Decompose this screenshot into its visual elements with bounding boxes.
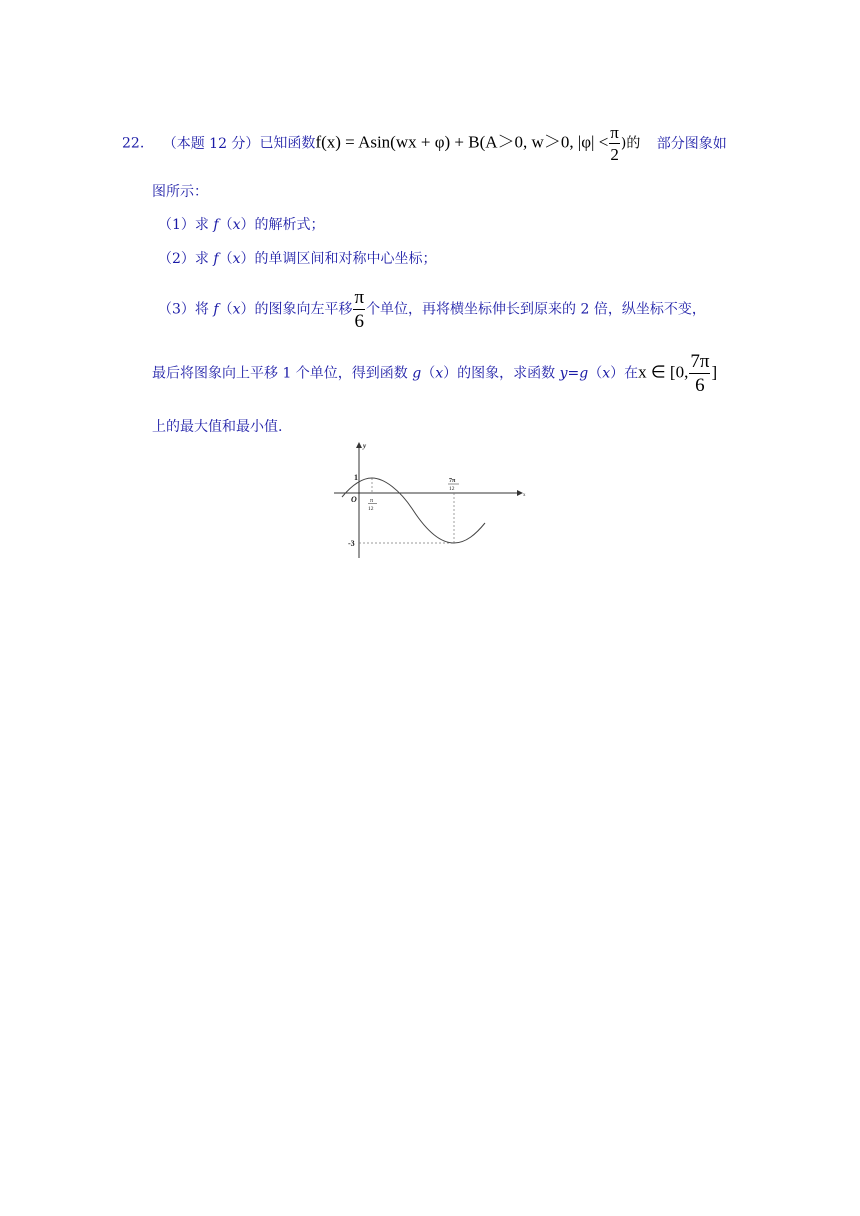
shift-fraction-den: 6	[354, 311, 365, 332]
question-3-line-3	[152, 416, 282, 436]
q1-x: x	[232, 217, 241, 233]
q3-f: f	[213, 301, 219, 318]
shift-fraction-num: π	[354, 287, 365, 308]
interval-start: x ∈ [0,	[638, 362, 689, 382]
x-tick-2-den: 12	[449, 486, 455, 492]
interval-fraction-num: 7π	[690, 351, 710, 372]
formula-close: )的	[620, 135, 641, 152]
interval-fraction	[689, 352, 710, 395]
q3-continue-text: 个单位，再将横坐标伸长到原来的 2 倍，纵坐标不变，	[366, 301, 706, 318]
y-axis-label: y	[363, 442, 367, 450]
q1-prefix: （1）求	[158, 217, 209, 233]
q3-paren-open: （	[218, 301, 233, 318]
problem-lead: 已知函数	[259, 135, 316, 152]
phi-bound-num: π	[610, 123, 619, 142]
q3-line2-a: 最后将图象向上平移 1 个单位，得到函数	[152, 365, 408, 382]
x-tick-1-den: 12	[368, 506, 374, 512]
q1-f: f	[213, 217, 219, 233]
q2-prefix: （2）求	[158, 251, 209, 267]
q3-paren-close: ）	[240, 301, 255, 318]
q1-text: 的解析式；	[254, 217, 325, 233]
q2-x: x	[232, 251, 241, 267]
x-axis-label: x	[523, 493, 526, 498]
phi-bound-fraction	[609, 124, 620, 163]
q3-gx: x	[435, 365, 444, 382]
q3-yg: y=g	[559, 365, 589, 382]
problem-header-line	[122, 124, 727, 163]
q2-paren-open: （	[218, 251, 233, 267]
q2-paren-close: ）	[240, 251, 255, 267]
q3-line2-c: 在	[624, 365, 639, 382]
shift-fraction	[353, 288, 365, 331]
q1-paren-close: ）	[240, 217, 255, 233]
q3-ygx: x	[602, 365, 611, 382]
q3-line3: 上的最大值和最小值.	[152, 419, 283, 435]
q3-prefix: （3）将	[158, 301, 209, 318]
q3-line2-b: 的图象，求函数	[457, 365, 556, 382]
function-graph	[328, 438, 528, 563]
interval-fraction-den: 6	[695, 375, 705, 396]
q2-text: 的单调区间和对称中心坐标；	[254, 251, 437, 267]
problem-score: （本题 12 分）	[162, 135, 260, 152]
question-1	[158, 214, 324, 234]
problem-number: 22.	[122, 135, 145, 152]
problem-line2-text: 图所示：	[152, 184, 208, 200]
x-tick-1-num: π	[370, 498, 374, 504]
origin-label: O	[351, 495, 357, 504]
phi-bound-den: 2	[610, 145, 619, 164]
question-2	[158, 248, 436, 268]
q3-x: x	[232, 301, 241, 318]
y-tick-max: 1	[354, 473, 358, 482]
x-tick-2-num: 7π	[449, 478, 456, 484]
interval-close: ]	[711, 362, 718, 382]
q3-shift-text: 的图象向左平移	[254, 301, 353, 318]
q3-g: g	[412, 365, 422, 382]
sine-curve	[342, 478, 485, 543]
problem-tail: 部分图象如	[656, 135, 727, 152]
q2-f: f	[213, 251, 219, 267]
function-formula: f(x) = Asin(wx + φ) + B(A＞0, w＞0, |φ| <	[315, 132, 609, 152]
question-3-line-2: 最后将图象向上平移 1 个单位，得到函数 g（x）的图象，求函数 y=g（x）在x ∈ [0, $\frac{7\pi}{6}$ ]	[152, 351, 718, 396]
y-tick-min: -3	[348, 539, 355, 548]
q1-paren-open: （	[218, 217, 233, 233]
question-3-line-1	[158, 288, 706, 331]
problem-line-2	[152, 181, 208, 201]
